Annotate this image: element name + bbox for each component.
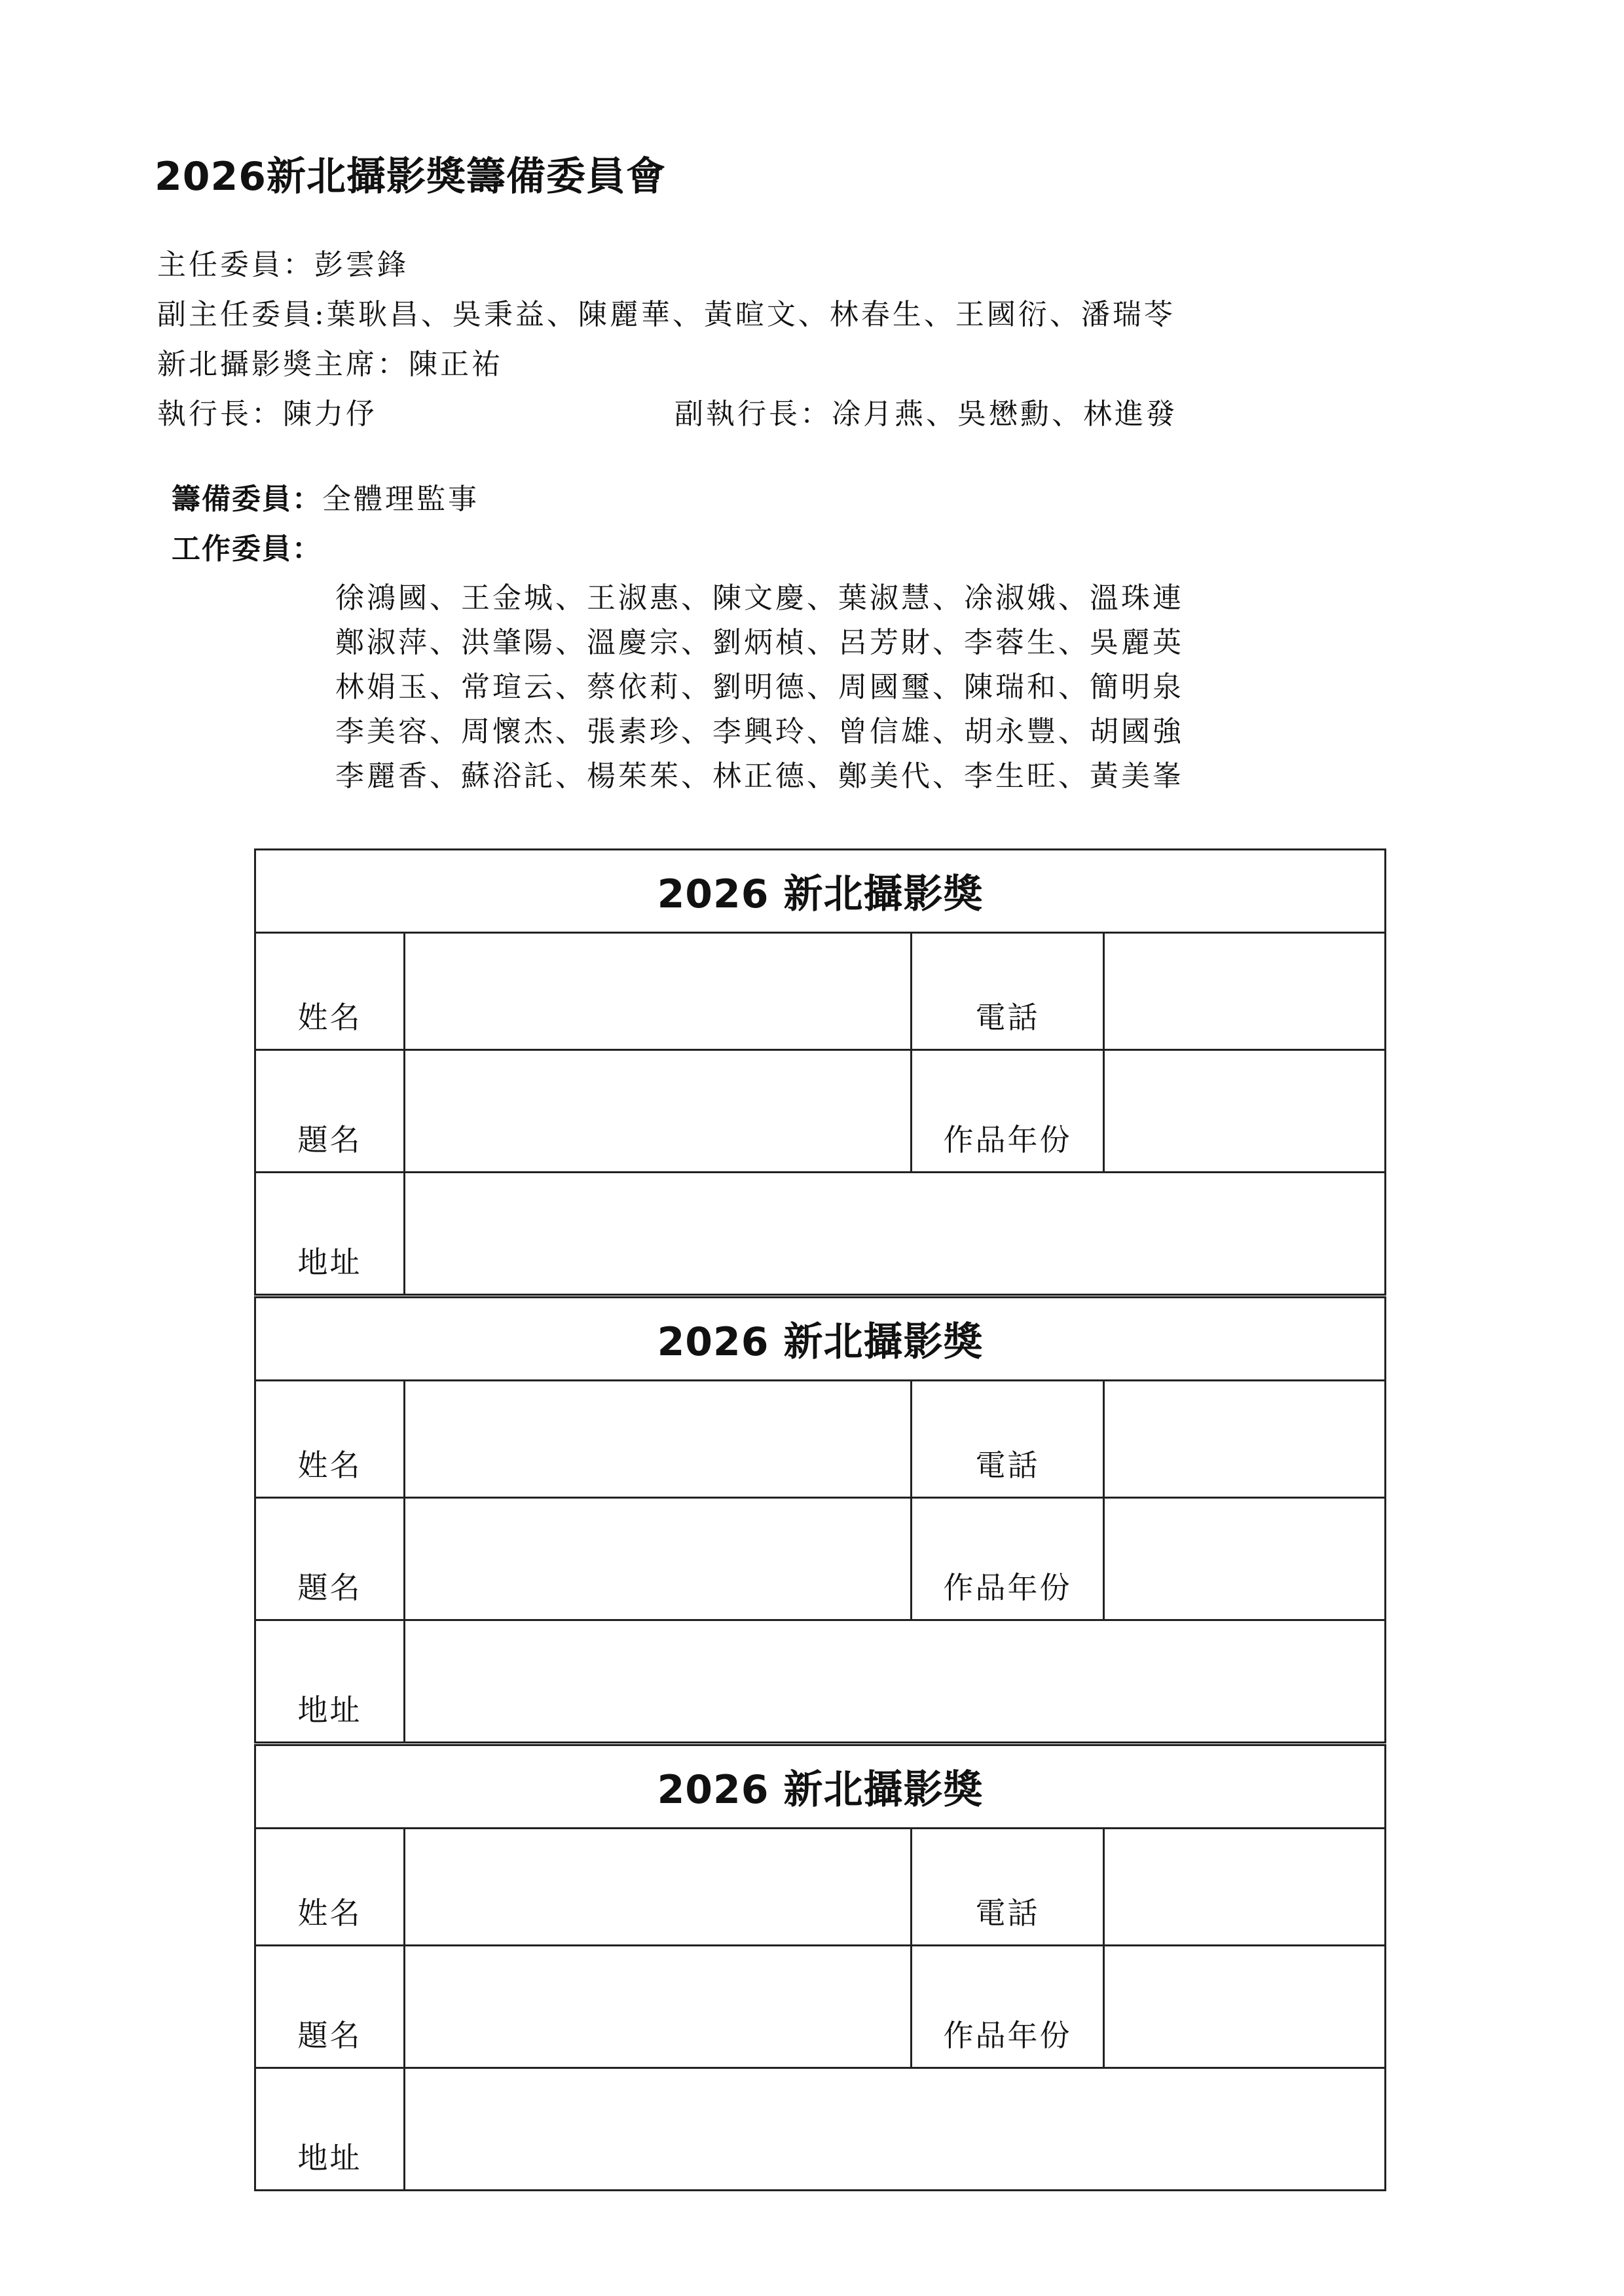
work-title-field[interactable] [405, 1498, 912, 1620]
phone-label: 電話 [912, 1381, 1104, 1498]
worker-row: 林娟玉、常瑄云、蔡依莉、劉明德、周國璽、陳瑞和、簡明泉 [335, 670, 1184, 704]
form-title: 2026 新北攝影獎 [255, 1745, 1386, 1829]
work-title-field[interactable] [405, 1946, 912, 2068]
award-chair-label: 新北攝影獎主席： [157, 348, 409, 381]
exec-label: 執行長： [157, 397, 283, 431]
entry-form [254, 1744, 1386, 2191]
phone-field[interactable] [1104, 1381, 1386, 1498]
name-field[interactable] [405, 1381, 912, 1498]
vice-chair-line [157, 291, 1175, 333]
deputy-exec [674, 390, 1177, 432]
work-year-field[interactable] [1104, 1050, 1386, 1173]
work-title-label: 題名 [255, 1050, 405, 1173]
name-label: 姓名 [255, 1829, 405, 1946]
worker-row: 李麗香、蘇浴託、楊茱茱、林正德、鄭美代、李生旺、黃美峯 [335, 759, 1184, 793]
prep-committee-label: 籌備委員： [172, 483, 322, 516]
chair-names: 彭雲鋒 [314, 248, 409, 282]
worker-row: 李美容、周懷杰、張素珍、李興玲、曾信雄、胡永豐、胡國強 [335, 715, 1184, 748]
address-field[interactable] [405, 2068, 1386, 2191]
phone-label: 電話 [912, 933, 1104, 1050]
exec-names: 陳力伃 [283, 397, 377, 431]
work-title-field[interactable] [405, 1050, 912, 1173]
work-year-label: 作品年份 [912, 1498, 1104, 1620]
form-title: 2026 新北攝影獎 [255, 1298, 1386, 1381]
work-title-label: 題名 [255, 1498, 405, 1620]
worker-row: 鄭淑萍、洪肇陽、溫慶宗、劉炳楨、呂芳財、李蓉生、吳麗英 [335, 626, 1184, 659]
work-committee-line [172, 525, 322, 567]
address-label: 地址 [255, 1620, 405, 1743]
entry-form [254, 1296, 1386, 1743]
address-field[interactable] [405, 1173, 1386, 1295]
exec-line [157, 390, 1336, 432]
name-field[interactable] [405, 933, 912, 1050]
vice-chair-label: 副主任委員: [157, 298, 327, 331]
work-year-field[interactable] [1104, 1946, 1386, 2068]
award-chair-line [157, 340, 503, 382]
page-title: 2026新北攝影獎籌備委員會 [155, 154, 666, 200]
chair-label: 主任委員： [157, 248, 314, 282]
name-label: 姓名 [255, 933, 405, 1050]
name-label: 姓名 [255, 1381, 405, 1498]
chair-line [157, 241, 409, 283]
worker-row: 徐鴻國、王金城、王淑惠、陳文慶、葉淑慧、凃淑娥、溫珠連 [335, 581, 1184, 615]
entry-form [254, 848, 1386, 1296]
address-field[interactable] [405, 1620, 1386, 1743]
work-year-label: 作品年份 [912, 1050, 1104, 1173]
prep-committee-line [172, 475, 479, 517]
work-year-label: 作品年份 [912, 1946, 1104, 2068]
phone-field[interactable] [1104, 933, 1386, 1050]
phone-field[interactable] [1104, 1829, 1386, 1946]
deputy-exec-label: 副執行長： [674, 397, 832, 431]
vice-chair-names: 葉耿昌、吳秉益、陳麗華、黃暄文、林春生、王國衍、潘瑞苓 [326, 298, 1175, 331]
work-committee-label: 工作委員： [172, 532, 322, 566]
address-label: 地址 [255, 1173, 405, 1295]
address-label: 地址 [255, 2068, 405, 2191]
name-field[interactable] [405, 1829, 912, 1946]
form-title: 2026 新北攝影獎 [255, 850, 1386, 933]
prep-committee-names: 全體理監事 [322, 483, 479, 516]
work-committee-list [335, 576, 1184, 799]
work-year-field[interactable] [1104, 1498, 1386, 1620]
work-title-label: 題名 [255, 1946, 405, 2068]
phone-label: 電話 [912, 1829, 1104, 1946]
award-chair-names: 陳正祐 [409, 348, 503, 381]
deputy-exec-names: 凃月燕、吳懋勳、林進發 [832, 397, 1177, 431]
